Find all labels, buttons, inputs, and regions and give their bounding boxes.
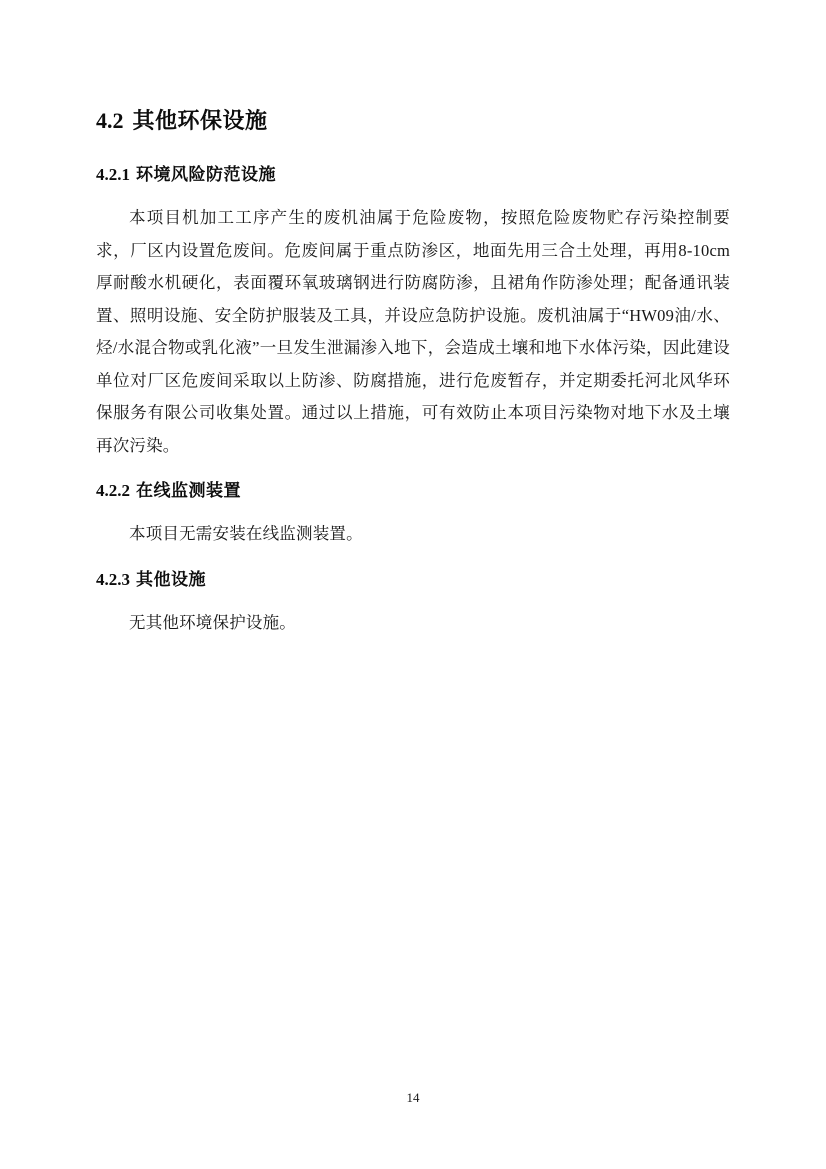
paragraph-other-facilities: 无其他环境保护设施。 (129, 612, 296, 632)
section-title: 在线监测装置 (136, 481, 241, 500)
section-title: 环境风险防范设施 (136, 165, 276, 184)
page-footer (0, 1089, 826, 1107)
section-number: 4.2.1 (96, 165, 130, 184)
section-title: 其他设施 (136, 569, 206, 589)
section-heading-4-2-3 (96, 569, 730, 591)
paragraph-online-monitoring: 本项目无需安装在线监测装置。 (129, 524, 363, 543)
section-number: 4.2.2 (96, 481, 130, 500)
section-title: 其他环保设施 (132, 108, 268, 133)
page-number: 14 (406, 1090, 420, 1105)
section-heading-4-2-1 (96, 164, 730, 186)
section-heading-4-2-2 (96, 480, 730, 502)
section-number: 4.2 (96, 108, 124, 133)
paragraph-risk-prevention: 本项目机加工工序产生的废机油属于危险废物，按照危险废物贮存污染控制要求，厂区内设置危废间。危废间属于重点防渗区，地面先用三合土处理，再用8-10cm厚耐酸水机硬化，表面覆环氧玻璃钢进行防腐防渗，且裙角作防渗处理；配备通讯装置、照明设施、安全防护服装及工具，并设应急防护设施。废机油属于“HW09油/水、烃/水混合物或乳化液”一旦发生泄漏渗入地下，会造成土壤和地下水体污染，因此建设单位对厂区危废间采取以上防渗、防腐措施，进行危废暂存，并定期委托河北风华环保服务有限公司收集处置。通过以上措施，可有效防止本项目污染物对地下水及土壤再次污染。 (96, 208, 730, 455)
section-heading-4-2 (96, 108, 730, 134)
section-number: 4.2.3 (96, 569, 130, 589)
document-content (96, 108, 730, 639)
